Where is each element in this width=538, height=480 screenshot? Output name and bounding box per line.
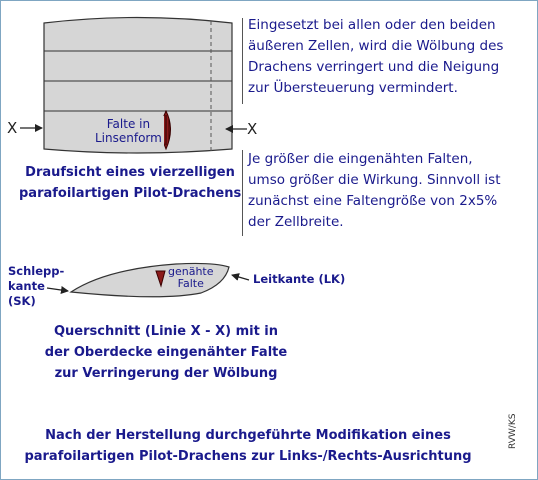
sewn-fold-line2: Falte [177, 277, 204, 290]
x-label-left: X [7, 119, 18, 137]
trailing-edge-line1: Schlepp- [8, 264, 65, 278]
credit: RVW/KS [508, 413, 518, 449]
sewn-fold-label [168, 266, 214, 290]
note1-line1: Eingesetzt bei allen oder den beiden [248, 17, 496, 33]
note2-line2: umso größer die Wirkung. Sinnvoll ist [248, 172, 501, 188]
top-view-caption-line2: parafoilartigen Pilot-Drachens [19, 186, 242, 201]
top-view-caption-line1: Draufsicht eines vierzelligen [25, 165, 235, 180]
trailing-edge-label [8, 264, 64, 309]
leading-edge-arrow [232, 275, 249, 280]
note2 [248, 149, 501, 233]
bottom-caption [11, 425, 485, 467]
note2-line4: der Zellbreite. [248, 214, 344, 230]
note2-bar [242, 150, 243, 236]
trailing-edge-line2: kante [8, 279, 45, 293]
trailing-edge-line3: (SK) [8, 294, 36, 308]
note1 [248, 15, 503, 99]
cross-section-caption-line3: zur Verringerung der Wölbung [54, 366, 278, 381]
fold-label [93, 116, 164, 146]
cross-section-caption-line1: Querschnitt (Linie X - X) mit in [53, 324, 279, 339]
fold-label-line1: Falte in [106, 117, 151, 131]
note1-line3: Drachens verringert und die Neigung [248, 59, 500, 75]
note2-line1: Je größer die eingenähten Falten, [248, 151, 473, 167]
sewn-fold-line1: genähte [168, 265, 214, 278]
fold-label-line2: Linsenform [95, 131, 162, 145]
bottom-caption-line2: parafoilartigen Pilot-Drachens zur Links-/Rechts-Ausrichtung [24, 449, 472, 464]
cross-section-caption [33, 321, 299, 384]
note1-bar [242, 18, 243, 104]
note1-line4: zur Übersteuerung vermindert. [248, 80, 458, 96]
cross-section-caption-line2: der Oberdecke eingenähter Falte [44, 345, 288, 360]
bottom-caption-line1: Nach der Herstellung durchgeführte Modifikation eines [45, 428, 451, 443]
leading-edge-label: Leitkante (LK) [253, 272, 346, 286]
top-view-caption [19, 162, 241, 204]
x-label-right: X [247, 120, 258, 138]
note2-line3: zunächst eine Faltengröße von 2x5% [248, 193, 498, 209]
note1-line2: äußeren Zellen, wird die Wölbung des [248, 38, 504, 54]
